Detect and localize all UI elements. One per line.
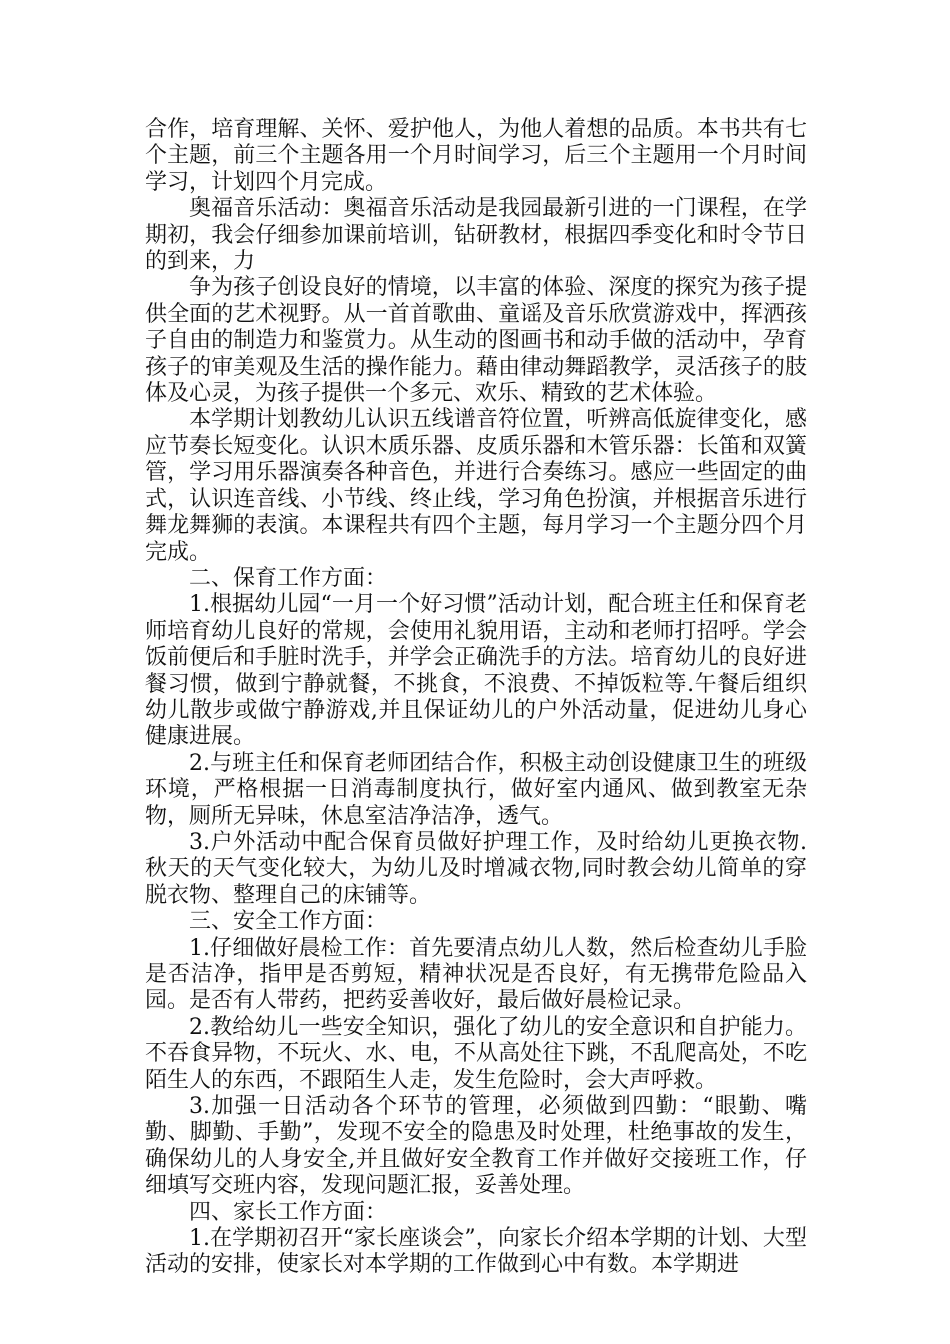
paragraph: 争为孩子创设良好的情境，以丰富的体验、深度的探究为孩子提供全面的艺术视野。从一首首歌曲、童谣及音乐欣赏游戏中，挥洒孩子自由的制造力和鉴赏力。从生动的图画书和动手做的活动中，孕育孩子的审美观及生活的操作能力。藉由律动舞蹈教学，灵活孩子的肢体及心灵，为孩子提供一个多元、欢乐、精致的艺术体验。 [145, 275, 807, 407]
section-heading: 四、家长工作方面： [189, 1199, 388, 1225]
paragraph: 3.户外活动中配合保育员做好护理工作，及时给幼儿更换衣物.秋天的天气变化较大，为幼儿及时增减衣物,同时教会幼儿简单的穿脱衣物、整理自己的床铺等。 [145, 829, 807, 908]
paragraph: 1.仔细做好晨检工作：首先要清点幼儿人数，然后检查幼儿手脸是否洁净，指甲是否剪短，精神状况是否良好，有无携带危险品入园。是否有人带药，把药妥善收好，最后做好晨检记录。 [145, 935, 807, 1014]
paragraph: 2.与班主任和保育老师团结合作，积极主动创设健康卫生的班级环境，严格根据一日消毒制度执行，做好室内通风、做到教室无杂物，厕所无异味，休息室洁净洁净，透气。 [145, 750, 807, 829]
paragraph: 1.根据幼儿园“一月一个好习惯”活动计划，配合班主任和保育老师培育幼儿良好的常规，会使用礼貌用语，主动和老师打招呼。学会饭前便后和手脏时洗手，并学会正确洗手的方法。培育幼儿的良好进餐习惯，做到宁静就餐，不挑食，不浪费、不掉饭粒等.午餐后组织幼儿散步或做宁静游戏,并且保证幼儿的户外活动量，促进幼儿身心健康进展。 [145, 592, 807, 750]
paragraph: 奥福音乐活动：奥福音乐活动是我园最新引进的一门课程，在学期初，我会仔细参加课前培训，钻研教材，根据四季变化和时令节日的到来，力 [145, 196, 807, 275]
section-heading: 三、安全工作方面： [189, 909, 388, 935]
section-heading: 二、保育工作方面： [189, 565, 388, 591]
paragraph: 2.教给幼儿一些安全知识，强化了幼儿的安全意识和自护能力。不吞食异物，不玩火、水、电，不从高处往下跳，不乱爬高处，不吃陌生人的东西，不跟陌生人走，发生危险时，会大声呼救。 [145, 1014, 807, 1093]
document-page [145, 117, 807, 1279]
paragraph: 1.在学期初召开“家长座谈会”，向家长介绍本学期的计划、大型活动的安排，使家长对本学期的工作做到心中有数。本学期进 [145, 1226, 807, 1278]
paragraph: 本学期计划教幼儿认识五线谱音符位置，听辨高低旋律变化，感应节奏长短变化。认识木质乐器、皮质乐器和木管乐器：长笛和双簧管，学习用乐器演奏各种音色，并进行合奏练习。感应一些固定的曲式，认识连音线、小节线、终止线，学习角色扮演，并根据音乐进行舞龙舞狮的表演。本课程共有四个主题，每月学习一个主题分四个月完成。 [145, 407, 807, 565]
paragraph: 3.加强一日活动各个环节的管理，必须做到四勤：“眼勤、嘴勤、脚勤、手勤”，发现不安全的隐患及时处理，杜绝事故的发生，确保幼儿的人身安全,并且做好安全教育工作并做好交接班工作，仔细填写交班内容，发现问题汇报，妥善处理。 [145, 1094, 807, 1199]
paragraph: 合作，培育理解、关怀、爱护他人，为他人着想的品质。本书共有七个主题，前三个主题各用一个月时间学习，后三个主题用一个月时间学习，计划四个月完成。 [145, 117, 807, 195]
